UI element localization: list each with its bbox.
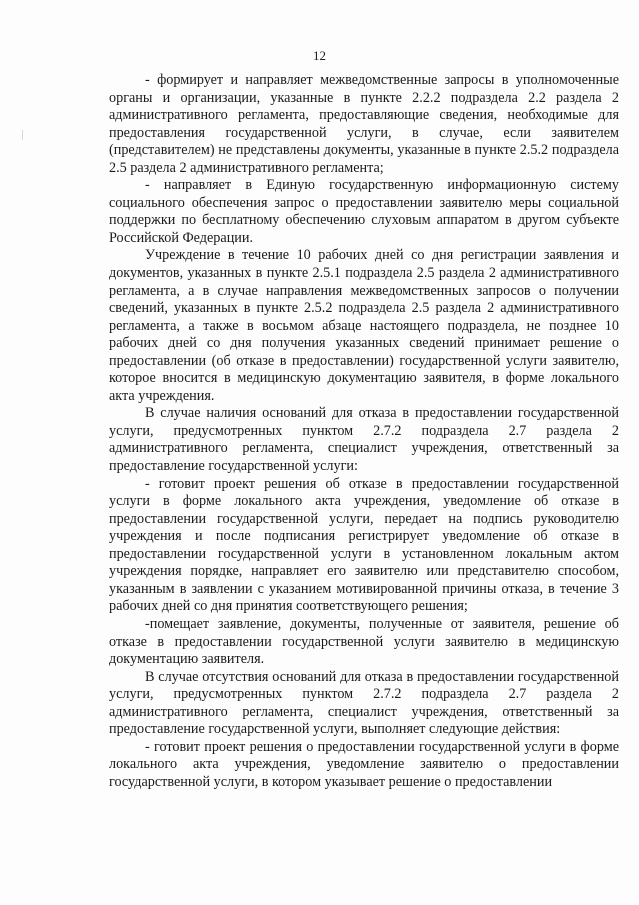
paragraph-5: - готовит проект решения об отказе в предоставлении государственной услуги в форме локального акта учреждения, уведомление об отказе в предоставлении государственной услуги, передает на подпись руководителю учреждения и после подписания регистрирует уведомление об отказе в предоставлении государственной услуги в установленном локальным актом учреждения порядке, направляет его заявителю или представителю способом, указанным в заявлении с указанием мотивированной причины отказа, в течение 3 рабочих дней со дня принятия соответствующего решения; — [109, 475, 619, 615]
paragraph-3: Учреждение в течение 10 рабочих дней со дня регистрации заявления и документов, указанных в пункте 2.5.1 подраздела 2.5 раздела 2 административного регламента, а в случае направления межведомственных запросов о получении сведений, указанных в пункте 2.5.2 подраздела 2.5 раздела 2 административного регламента, а также в восьмом абзаце настоящего подраздела, не позднее 10 рабочих дней со дня получения указанных сведений принимает решение о предоставлении (об отказе в предоставлении) государственной услуги заявителю, которое вносится в медицинскую документацию заявителя, в форме локального акта учреждения. — [109, 247, 619, 404]
paragraph-4: В случае наличия оснований для отказа в предоставлении государственной услуги, предусмотренных пунктом 2.7.2 подраздела 2.7 раздела 2 административного регламента, специалист учреждения, ответственный за предоставление государственной услуги: — [109, 405, 619, 475]
paragraph-7: В случае отсутствия оснований для отказа в предоставлении государственной услуги, предусмотренных пунктом 2.7.2 подраздела 2.7 раздела 2 административного регламента, специалист учреждения, ответственный за предоставление государственной услуги, выполняет следующие действия: — [109, 668, 619, 738]
scan-margin-mark — [22, 130, 23, 140]
paragraph-8: - готовит проект решения о предоставлении государственной услуги в форме локального акта учреждения, уведомление заявителю о предоставлении государственной услуги, в котором указывает решение о предоставлении — [109, 738, 619, 790]
document-body — [109, 72, 619, 791]
paragraph-2: - направляет в Единую государственную информационную систему социального обеспечения запрос о предоставлении заявителю меры социальной поддержки по бесплатному обеспечению слуховым аппаратом в другом субъекте Российской Федерации. — [109, 177, 619, 246]
paragraph-1: - формирует и направляет межведомственные запросы в уполномоченные органы и организации, указанные в пункте 2.2.2 подраздела 2.2 раздела 2 административного регламента, предоставляющие сведения, необходимые для предоставления государственной услуги, в случае, если заявителем (представителем) не представлены документы, указанные в пункте 2.5.2 подраздела 2.5 раздела 2 административного регламента; — [109, 72, 619, 176]
page-number: 12 — [313, 48, 326, 63]
paragraph-6: -помещает заявление, документы, полученные от заявителя, решение об отказе в предоставлении государственной услуги заявителю в медицинскую документацию заявителя. — [109, 615, 619, 668]
